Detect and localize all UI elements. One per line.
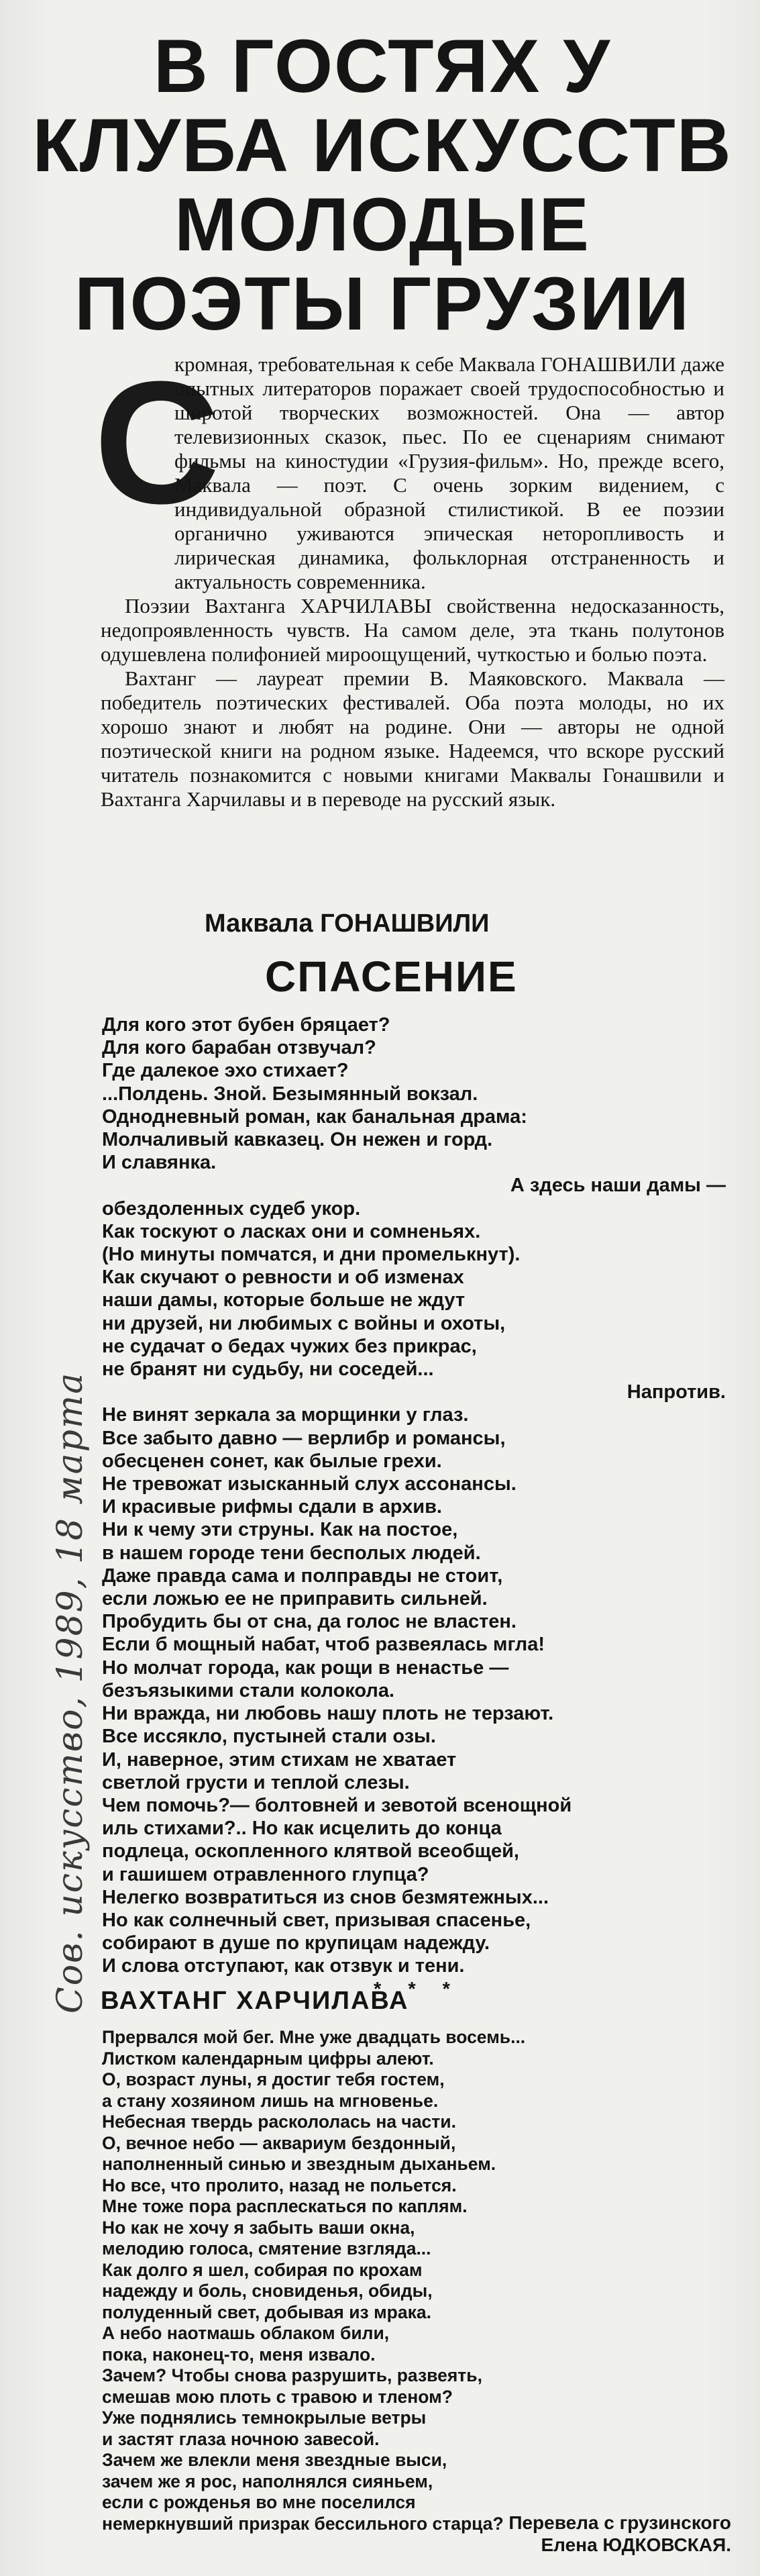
poem2-line: Небесная твердь раскололась на части. (102, 2112, 456, 2132)
separator: * * * (374, 1978, 461, 2000)
intro-text (101, 352, 724, 811)
poem1-line: Не тревожат изысканный слух ассонансы. (102, 1473, 517, 1495)
poem2-line: если с рожденья во мне поселился (102, 2492, 416, 2512)
credit-translator: Елена ЮДКОВСКАЯ. (541, 2534, 731, 2555)
handwritten-note: Сов. искусство, 1989, 18 марта (50, 1371, 91, 2014)
poem1-line: собирают в душе по крупицам надежду. (102, 1932, 490, 1954)
poem2-line: полуденный свет, добывая из мрака. (102, 2301, 431, 2322)
poem2-author: ВАХТАНГ ХАРЧИЛАВА (101, 1987, 409, 2015)
poem1-line: подлеца, оскопленного клятвой всеобщей, (102, 1840, 519, 1863)
poem2-line: надежду и боль, сновиденья, обиды, (102, 2281, 433, 2301)
poem2-line: О, вечное небо — аквариум бездонный, (102, 2132, 456, 2153)
credit-line: Перевела с грузинского (508, 2512, 731, 2533)
poem2-line: Как долго я шел, собирая по крохам (102, 2259, 423, 2280)
drop-cap: С (94, 346, 220, 540)
poem2-line: Листком календарным цифры алеют. (102, 2048, 434, 2069)
poem2-line: пока, наконец-то, меня извало. (102, 2344, 376, 2365)
poem1-line: наши дамы, которые больше не ждут (102, 1289, 466, 1311)
poem2-line: и застят глаза ночною завесой. (102, 2428, 380, 2449)
poem1-line: Не винят зеркала за морщинки у глаз. (102, 1404, 469, 1426)
intro-paragraph: Поэзии Вахтанга ХАРЧИЛАВЫ свойственна недосказанность, недопроявленность чувств. На самом деле, эта ткань полутонов одушевлена полифонией мироощущений, чуткостью и болью поэта. (101, 594, 724, 666)
poem2-line: наполненный синью и звездным дыханьем. (102, 2154, 496, 2174)
poem1-line: Напротив. (627, 1381, 726, 1403)
poem1-line: Но как солнечный свет, призывая спасенье, (102, 1909, 531, 1931)
poem1-line: Молчаливый кавказец. Он нежен и горд. (102, 1129, 493, 1151)
poem1-line: Если б мощный набат, чтоб развеялась мгла! (102, 1634, 545, 1656)
poem2-line: О, возраст луны, я достиг тебя гостем, (102, 2069, 445, 2089)
poem1-line: А здесь наши дамы — (510, 1175, 726, 1197)
translator-credit (429, 2512, 731, 2556)
poem2-line: а стану хозяином лишь на мгновенье. (102, 2090, 439, 2111)
poem1-line: Однодневный роман, как банальная драма: (102, 1105, 527, 1128)
poem2-line: Уже поднялись темнокрылые ветры (102, 2408, 427, 2428)
poem1-line: ни друзей, ни любимых с войны и охоты, (102, 1312, 506, 1334)
intro-paragraph-text: кромная, требовательная к себе Маквала ГОНАШВИЛИ даже опытных литераторов поражает своей трудоспособностью и широтой творческих возможностей. Она — автор телевизионных сказок, пьес. По ее сценариям снимают фильмы на киностудии «Грузия-фильм». Но, прежде всего, Маквала — поэт. С очень зорким видением, с индивидуальной образной стилистикой. В ее поэзии органично уживаются эпическая неторопливость и лирическая динамика, фольклорная отстраненность и актуальность современника. (174, 352, 724, 593)
poem1-line: Нелегко возвратиться из снов безмятежных... (102, 1886, 549, 1908)
poem2-line: А небо наотмашь облаком били, (102, 2323, 390, 2343)
poem2-line: немеркнувший призрак бессильного старца? (102, 2513, 504, 2534)
poem1-line: Ни вражда, ни любовь нашу плоть не терзают. (102, 1703, 554, 1725)
poem2-line: Мне тоже пора расплескаться по каплям. (102, 2196, 468, 2216)
intro-paragraph: Вахтанг — лауреат премии В. Маяковского. Маквала — победитель поэтических фестивалей. Оба поэта молоды, но их хорошо знают и любят на родине. Они — авторы не одной поэтической книги на родном языке. Надеемся, что вскоре русский читатель познакомится с новыми книгами Маквалы Гонашвили и Вахтанга Харчилавы и в переводе на русский язык. (101, 666, 724, 811)
poem1-line: обездоленных судеб укор. (102, 1197, 361, 1220)
poem2-line: мелодию голоса, смятение взгляда... (102, 2238, 431, 2259)
poem1-line: И славянка. (102, 1152, 217, 1174)
poem1-line: не бранят ни судьбу, ни соседей... (102, 1358, 434, 1381)
poem1-title: СПАСЕНИЕ (265, 952, 518, 1001)
poem1-line: иль стихами?.. Но как исцелить до конца (102, 1818, 502, 1840)
poem2-line: зачем же я рос, наполнялся сияньем, (102, 2471, 433, 2491)
poem1-line: если ложью ее не приправить сильней. (102, 1588, 488, 1610)
poem1-line: в нашем городе тени бесполых людей. (102, 1542, 481, 1564)
poem1-line: И красивые рифмы сдали в архив. (102, 1496, 442, 1518)
poem1-line: безъязыкими стали колокола. (102, 1679, 395, 1701)
poem1-line: Для кого этот бубен бряцает? (102, 1014, 390, 1036)
poem1-line: Как скучают о ревности и об изменах (102, 1267, 464, 1289)
poem1-line: ...Полдень. Зной. Безымянный вокзал. (102, 1083, 478, 1105)
poem2-line: Но как не хочу я забыть ваши окна, (102, 2217, 415, 2238)
poem1-line: светлой грусти и теплой слезы. (102, 1771, 410, 1793)
poem1-line: Все иссякло, пустыней стали озы. (102, 1726, 436, 1748)
poem1-line: Где далекое эхо стихает? (102, 1060, 349, 1082)
poem1-line: обесценен сонет, как былые грехи. (102, 1450, 442, 1472)
poem1-line: Пробудить бы от сна, да голос не властен. (102, 1611, 517, 1633)
poem2-line: Но все, что пролито, назад не польется. (102, 2175, 457, 2195)
poem2-line: смешав мою плоть с травою и тленом? (102, 2386, 453, 2407)
poem1-line: Все забыто давно — верлибр и романсы, (102, 1427, 506, 1449)
poem1-line: Но молчат города, как рощи в ненастье — (102, 1656, 509, 1679)
poem1-line: Для кого барабан отзвучал? (102, 1037, 376, 1059)
headline: В ГОСТЯХ У КЛУБА ИСКУССТВ МОЛОДЫЕ ПОЭТЫ ГРУЗИИ (32, 24, 732, 346)
poem1-line: И слова отступают, как отзвук и тени. (102, 1955, 465, 1977)
poem2-line: Зачем? Чтобы снова разрушить, развеять, (102, 2365, 482, 2385)
poem2-line: Зачем же влекли меня звездные выси, (102, 2450, 447, 2470)
poem1-line: Даже правда сама и полправды не стоит, (102, 1565, 503, 1587)
poem1-line: Как тоскуют о ласках они и сомненьях. (102, 1220, 481, 1242)
poem1-line: и гашишем отравленного глупца? (102, 1863, 429, 1885)
poem1-body (102, 1013, 732, 2001)
poem1-line: (Но минуты помчатся, и дни промелькнут). (102, 1244, 521, 1266)
intro-paragraph (101, 352, 724, 594)
poem1-line: И, наверное, этим стихам не хватает (102, 1748, 457, 1771)
poem1-author: Маквала ГОНАШВИЛИ (205, 909, 490, 938)
poem1-line: не судачат о бедах чужих без прикрас, (102, 1335, 477, 1357)
poem1-line: Чем помочь?— болтовней и зевотой всенощной (102, 1794, 572, 1816)
poem2-body (102, 2027, 706, 2534)
poem2-line: Прервался мой бег. Мне уже двадцать восемь... (102, 2027, 526, 2047)
poem1-line: Ни к чему эти струны. Как на постое, (102, 1519, 458, 1541)
